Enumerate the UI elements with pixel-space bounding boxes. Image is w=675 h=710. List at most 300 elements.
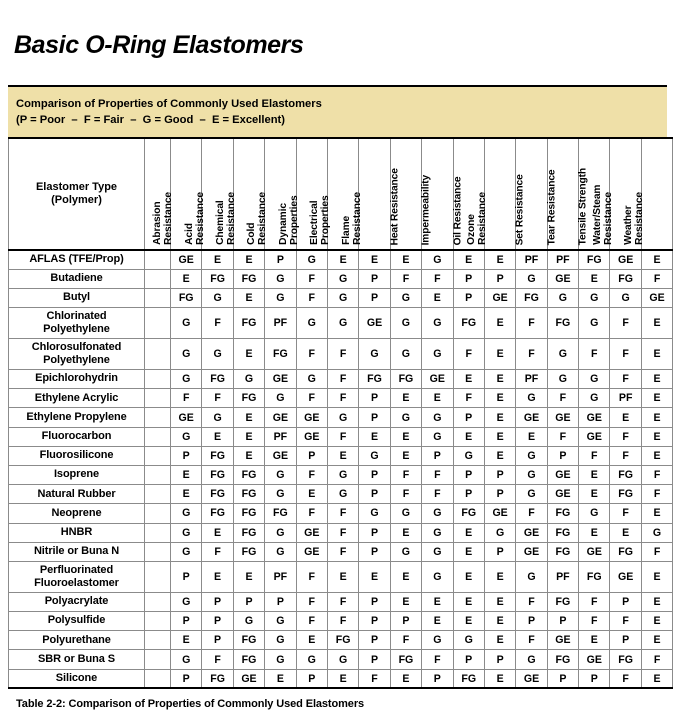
rating-cell: E — [641, 427, 672, 446]
rating-cell: G — [327, 308, 358, 339]
rating-cell: E — [233, 288, 264, 307]
rating-cell: PF — [265, 308, 296, 339]
rating-cell: E — [484, 631, 515, 650]
rating-cell: P — [265, 250, 296, 269]
rating-cell: P — [359, 389, 390, 408]
row-label-line1: Chlorosulfonated — [31, 340, 122, 353]
rating-cell: P — [453, 269, 484, 288]
rating-cell: P — [547, 612, 578, 631]
table-row — [9, 250, 673, 269]
rating-cell: G — [390, 308, 421, 339]
rating-cell: GE — [233, 669, 264, 688]
rating-cell: FG — [453, 308, 484, 339]
rating-cell: GE — [171, 408, 202, 427]
rating-cell: P — [359, 408, 390, 427]
rating-cell: F — [327, 592, 358, 611]
rating-cell: P — [359, 542, 390, 561]
row-label-neoprene — [9, 504, 145, 523]
rating-cell: GE — [579, 542, 610, 561]
rating-cell: G — [202, 288, 233, 307]
rating-cell: F — [516, 308, 547, 339]
column-header-weather — [623, 138, 672, 250]
column-header-line1: Oil Resistance — [452, 176, 464, 245]
rating-cell: G — [516, 269, 547, 288]
row-label-polyurethane — [9, 631, 145, 650]
rating-cell: FG — [265, 339, 296, 370]
rating-cell: FG — [202, 269, 233, 288]
rating-cell: E — [579, 631, 610, 650]
rating-cell: P — [484, 485, 515, 504]
row-spacer-cell — [145, 465, 171, 484]
rating-cell: F — [296, 592, 327, 611]
rating-cell: E — [484, 669, 515, 688]
rating-cell: F — [422, 650, 453, 669]
column-header-line2: Resistance — [195, 192, 207, 245]
rating-cell: G — [265, 523, 296, 542]
rating-cell: GE — [547, 465, 578, 484]
rating-cell: F — [171, 389, 202, 408]
table-row — [9, 308, 673, 339]
rating-cell: E — [641, 389, 672, 408]
rating-cell: G — [296, 370, 327, 389]
rating-cell: G — [265, 542, 296, 561]
rating-cell: GE — [610, 561, 641, 592]
rating-cell: F — [453, 339, 484, 370]
rating-cell: E — [641, 250, 672, 269]
rating-cell: E — [453, 523, 484, 542]
table-row — [9, 446, 673, 465]
rating-cell: FG — [202, 465, 233, 484]
rating-cell: P — [359, 523, 390, 542]
row-spacer-cell — [145, 269, 171, 288]
rating-cell: P — [422, 446, 453, 465]
table-row — [9, 370, 673, 389]
rating-cell: F — [610, 446, 641, 465]
rating-cell: E — [610, 523, 641, 542]
rating-cell: E — [422, 288, 453, 307]
rating-cell: F — [641, 465, 672, 484]
rating-cell: E — [233, 250, 264, 269]
rating-cell: P — [516, 612, 547, 631]
rating-cell: G — [265, 612, 296, 631]
rating-cell: F — [327, 504, 358, 523]
row-label-line1: Silicone — [55, 671, 98, 684]
column-header-line2: Properties — [289, 195, 301, 245]
rating-cell: GE — [359, 308, 390, 339]
row-label-chlorosulfonated — [9, 339, 145, 370]
rating-cell: PF — [265, 427, 296, 446]
rating-cell: G — [422, 561, 453, 592]
rating-cell: G — [579, 370, 610, 389]
rating-cell: F — [202, 389, 233, 408]
rating-cell: GE — [579, 427, 610, 446]
rating-cell: G — [327, 288, 358, 307]
rating-cell: P — [484, 465, 515, 484]
row-spacer-cell — [145, 669, 171, 688]
rating-cell: F — [296, 465, 327, 484]
rating-cell: FG — [202, 446, 233, 465]
rating-cell: E — [202, 523, 233, 542]
rating-cell: GE — [296, 427, 327, 446]
rating-cell: E — [484, 561, 515, 592]
rating-cell: F — [579, 446, 610, 465]
rating-cell: F — [296, 288, 327, 307]
rating-cell: E — [390, 523, 421, 542]
rating-cell: P — [171, 561, 202, 592]
rating-cell: F — [390, 465, 421, 484]
rating-cell: G — [296, 250, 327, 269]
rating-cell: F — [579, 592, 610, 611]
column-header-line1: Impermeability — [420, 174, 432, 245]
rating-cell: FG — [233, 389, 264, 408]
rating-cell: P — [453, 408, 484, 427]
rating-cell: FG — [233, 308, 264, 339]
legend-line-2: (P = Poor – F = Fair – G = Good – E = Excellent) — [16, 113, 286, 126]
legend-band — [8, 85, 667, 137]
column-header-line2: Resistance — [226, 192, 238, 245]
row-label-line2: Polyethylene — [43, 323, 110, 336]
rating-cell: G — [516, 485, 547, 504]
rating-cell: E — [202, 427, 233, 446]
rating-cell: P — [359, 288, 390, 307]
rating-cell: P — [171, 446, 202, 465]
row-label-epichlorohydrin — [9, 370, 145, 389]
rating-cell: P — [390, 612, 421, 631]
rating-cell: E — [171, 485, 202, 504]
row-label-line1: Perfluorinated — [39, 563, 114, 576]
rating-cell: GE — [516, 669, 547, 688]
rating-cell: F — [610, 612, 641, 631]
rating-cell: E — [610, 408, 641, 427]
rating-cell: GE — [171, 250, 202, 269]
rating-cell: FG — [610, 650, 641, 669]
rating-cell: E — [484, 389, 515, 408]
rating-cell: F — [610, 504, 641, 523]
column-header-set-resistance — [516, 138, 547, 250]
row-label-line1: Polyurethane — [42, 633, 111, 646]
rating-cell: G — [327, 269, 358, 288]
rating-cell: PF — [610, 389, 641, 408]
row-spacer-cell — [145, 370, 171, 389]
rating-cell: F — [390, 485, 421, 504]
table-caption: Table 2-2: Comparison of Properties of Commonly Used Elastomers — [16, 698, 365, 710]
rating-cell: F — [202, 542, 233, 561]
column-header-line1: Dynamic — [277, 203, 289, 245]
rating-cell: F — [327, 339, 358, 370]
row-spacer-cell — [145, 288, 171, 307]
table-row — [9, 269, 673, 288]
rating-cell: G — [547, 288, 578, 307]
rating-cell: E — [641, 561, 672, 592]
rating-cell: E — [484, 308, 515, 339]
rating-cell: E — [641, 370, 672, 389]
rating-cell: F — [327, 542, 358, 561]
table-row — [9, 427, 673, 446]
row-label-line1: Ethylene Acrylic — [34, 391, 119, 404]
rating-cell: GE — [641, 288, 672, 307]
rating-cell: F — [610, 669, 641, 688]
table-row — [9, 650, 673, 669]
row-label-line1: Chlorinated — [46, 309, 107, 322]
rating-cell: F — [453, 389, 484, 408]
table-row — [9, 669, 673, 688]
elastomer-type-label-line1: Elastomer Type — [35, 180, 118, 193]
rating-cell: E — [296, 485, 327, 504]
rating-cell: G — [171, 308, 202, 339]
rating-cell: G — [327, 465, 358, 484]
rating-cell: P — [171, 669, 202, 688]
rating-cell: P — [171, 612, 202, 631]
rating-cell: GE — [265, 370, 296, 389]
rating-cell: E — [484, 370, 515, 389]
rating-cell: P — [296, 669, 327, 688]
rating-cell: FG — [610, 542, 641, 561]
rating-cell: G — [327, 485, 358, 504]
rating-cell: FG — [233, 269, 264, 288]
rating-cell: GE — [422, 370, 453, 389]
row-label-line1: Isoprene — [53, 468, 100, 481]
rating-cell: F — [610, 308, 641, 339]
row-label-nitrile-or-buna-n — [9, 542, 145, 561]
rating-cell: G — [516, 650, 547, 669]
row-label-ethylene-acrylic — [9, 389, 145, 408]
column-header-line2: Resistance — [352, 192, 364, 245]
rating-cell: G — [171, 542, 202, 561]
table-row — [9, 631, 673, 650]
rating-cell: G — [516, 465, 547, 484]
rating-cell: F — [202, 308, 233, 339]
row-label-fluorosilicone — [9, 446, 145, 465]
row-label-line1: Neoprene — [51, 506, 102, 519]
column-header-line1: Abrasion — [152, 201, 164, 245]
rating-cell: E — [641, 408, 672, 427]
rating-cell: FG — [547, 523, 578, 542]
rating-cell: E — [233, 561, 264, 592]
rating-cell: G — [547, 339, 578, 370]
rating-cell: F — [296, 389, 327, 408]
rating-cell: G — [202, 408, 233, 427]
rating-cell: FG — [547, 650, 578, 669]
rating-cell: PF — [516, 250, 547, 269]
row-spacer-cell — [145, 612, 171, 631]
rating-cell: G — [641, 523, 672, 542]
rating-cell: F — [390, 269, 421, 288]
rating-cell: FG — [265, 504, 296, 523]
rating-cell: F — [327, 612, 358, 631]
rating-cell: P — [233, 592, 264, 611]
rating-cell: P — [359, 612, 390, 631]
rating-cell: GE — [610, 250, 641, 269]
rating-cell: F — [610, 427, 641, 446]
rating-cell: FG — [547, 308, 578, 339]
rating-cell: G — [359, 339, 390, 370]
row-label-chlorinated — [9, 308, 145, 339]
rating-cell: E — [233, 339, 264, 370]
rating-cell: G — [359, 446, 390, 465]
rating-cell: E — [453, 427, 484, 446]
rating-cell: FG — [202, 669, 233, 688]
rating-cell: G — [296, 308, 327, 339]
column-header-line2: Resistance — [163, 192, 175, 245]
rating-cell: P — [453, 288, 484, 307]
row-spacer-cell — [145, 427, 171, 446]
table-row — [9, 288, 673, 307]
row-spacer-cell — [145, 592, 171, 611]
rating-cell: E — [296, 631, 327, 650]
rating-cell: GE — [296, 523, 327, 542]
rating-cell: F — [579, 339, 610, 370]
rating-cell: P — [484, 542, 515, 561]
column-header-line1: Weather — [623, 205, 635, 245]
rating-cell: F — [296, 612, 327, 631]
rating-cell: GE — [296, 408, 327, 427]
row-spacer-cell — [145, 631, 171, 650]
rating-cell: P — [359, 650, 390, 669]
rating-cell: E — [390, 669, 421, 688]
table-row — [9, 465, 673, 484]
rating-cell: F — [327, 370, 358, 389]
rating-cell: FG — [233, 523, 264, 542]
rating-cell: G — [422, 339, 453, 370]
rating-cell: P — [422, 669, 453, 688]
column-header-line2: Resistance — [634, 192, 646, 245]
rating-cell: E — [641, 446, 672, 465]
row-label-perfluorinated — [9, 561, 145, 592]
rating-cell: P — [484, 650, 515, 669]
column-header-line2: Resistance — [477, 192, 489, 245]
rating-cell: FG — [233, 631, 264, 650]
table-row — [9, 504, 673, 523]
row-label-line1: Fluorosilicone — [39, 449, 114, 462]
rating-cell: F — [547, 427, 578, 446]
rating-cell: E — [390, 561, 421, 592]
rating-cell: E — [390, 427, 421, 446]
rating-cell: FG — [390, 370, 421, 389]
row-label-line1: Epichlorohydrin — [35, 372, 118, 385]
rating-cell: F — [422, 269, 453, 288]
column-header-line1: Set Resistance — [515, 173, 527, 245]
rating-cell: FG — [327, 631, 358, 650]
rating-cell: P — [202, 631, 233, 650]
rating-cell: G — [453, 446, 484, 465]
rating-cell: GE — [547, 631, 578, 650]
table-row — [9, 561, 673, 592]
rating-cell: E — [453, 612, 484, 631]
rating-cell: F — [296, 339, 327, 370]
column-header-line1: Acid — [183, 223, 195, 245]
rating-cell: F — [516, 504, 547, 523]
rating-cell: G — [390, 504, 421, 523]
rating-cell: P — [359, 592, 390, 611]
rating-cell: E — [359, 427, 390, 446]
rating-cell: E — [359, 561, 390, 592]
row-spacer-cell — [145, 561, 171, 592]
table-header-row — [9, 138, 673, 250]
rating-cell: E — [484, 339, 515, 370]
rating-cell: G — [422, 504, 453, 523]
table-row — [9, 612, 673, 631]
rating-cell: E — [484, 427, 515, 446]
rating-cell: GE — [265, 408, 296, 427]
rating-cell: E — [641, 612, 672, 631]
rating-cell: FG — [610, 465, 641, 484]
column-header-line1: Heat Resistance — [389, 167, 401, 245]
rating-cell: E — [202, 561, 233, 592]
row-label-hnbr — [9, 523, 145, 542]
rating-cell: P — [579, 669, 610, 688]
rating-cell: E — [233, 427, 264, 446]
rating-cell: FG — [516, 288, 547, 307]
rating-cell: P — [296, 446, 327, 465]
rating-cell: F — [610, 339, 641, 370]
row-spacer-cell — [145, 650, 171, 669]
column-header-ozone — [466, 138, 515, 250]
rating-cell: E — [171, 631, 202, 650]
rating-cell: P — [453, 485, 484, 504]
table-row — [9, 592, 673, 611]
rating-cell: FG — [453, 504, 484, 523]
rating-cell: F — [641, 485, 672, 504]
rating-cell: E — [327, 250, 358, 269]
rating-cell: G — [171, 339, 202, 370]
rating-cell: E — [359, 250, 390, 269]
rating-cell: FG — [233, 485, 264, 504]
row-label-line1: HNBR — [60, 525, 93, 538]
rating-cell: P — [453, 650, 484, 669]
rating-cell: FG — [202, 504, 233, 523]
column-header-line1: Tensile Strength — [577, 167, 589, 245]
rating-cell: GE — [579, 650, 610, 669]
rating-cell: P — [610, 631, 641, 650]
rating-cell: F — [610, 370, 641, 389]
rating-cell: G — [390, 542, 421, 561]
rating-cell: G — [516, 389, 547, 408]
rating-cell: P — [484, 269, 515, 288]
rating-cell: G — [265, 389, 296, 408]
rating-cell: G — [390, 408, 421, 427]
row-label-polysulfide — [9, 612, 145, 631]
column-header-line2: Resistance — [603, 192, 615, 245]
row-label-line1: Fluorocarbon — [41, 429, 112, 442]
rating-cell: E — [453, 592, 484, 611]
row-label-line1: SBR or Buna S — [38, 652, 115, 665]
rating-cell: P — [547, 446, 578, 465]
rating-cell: G — [265, 288, 296, 307]
rating-cell: F — [296, 269, 327, 288]
rating-cell: G — [265, 631, 296, 650]
rating-cell: G — [233, 612, 264, 631]
rating-cell: GE — [265, 446, 296, 465]
rating-cell: F — [641, 269, 672, 288]
rating-cell: FG — [610, 269, 641, 288]
rating-cell: G — [579, 308, 610, 339]
rating-cell: E — [327, 669, 358, 688]
rating-cell: G — [516, 446, 547, 465]
rating-cell: GE — [516, 523, 547, 542]
row-label-isoprene — [9, 465, 145, 484]
rating-cell: G — [579, 504, 610, 523]
rating-cell: E — [579, 523, 610, 542]
rating-cell: G — [516, 561, 547, 592]
rating-cell: F — [516, 631, 547, 650]
page-root — [0, 17, 675, 710]
rating-cell: G — [171, 504, 202, 523]
rating-cell: G — [422, 523, 453, 542]
rating-cell: FG — [233, 650, 264, 669]
column-header-line1: Cold — [246, 222, 258, 245]
row-spacer-cell — [145, 504, 171, 523]
rating-cell: G — [422, 308, 453, 339]
